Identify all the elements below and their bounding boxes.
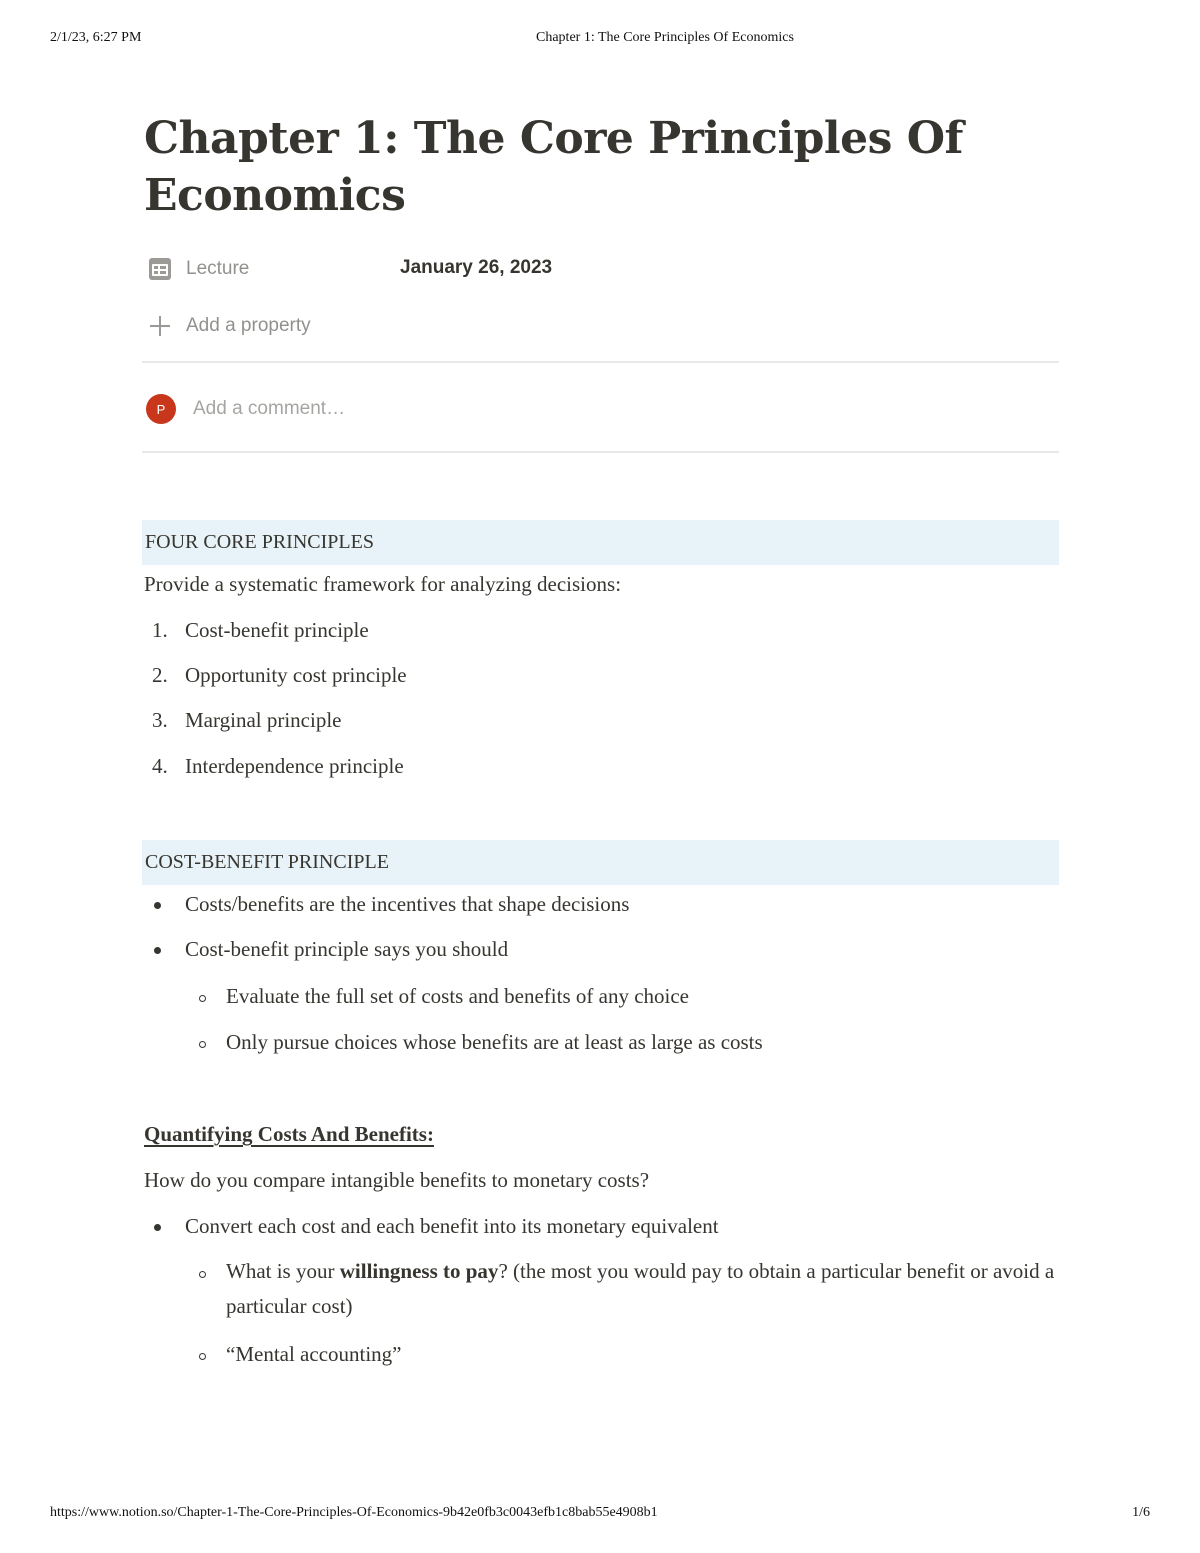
list-item-text: Evaluate the full set of costs and benefits of any choice bbox=[226, 984, 690, 1008]
paragraph: Provide a systematic framework for analyzing decisions: bbox=[144, 572, 622, 596]
print-page-indicator: 1/6 bbox=[1132, 1505, 1150, 1520]
list-number: 3. bbox=[152, 708, 168, 732]
print-header bbox=[50, 30, 1150, 50]
property-label: Lecture bbox=[186, 258, 250, 279]
avatar: P bbox=[146, 394, 176, 424]
divider bbox=[142, 361, 1059, 363]
list-item-text: Opportunity cost principle bbox=[185, 663, 407, 687]
list-item-text: Marginal principle bbox=[185, 708, 342, 732]
print-footer bbox=[50, 1505, 1150, 1525]
paragraph: How do you compare intangible benefits to monetary costs? bbox=[144, 1168, 650, 1192]
list-item-text: Cost-benefit principle bbox=[185, 618, 369, 642]
list-item-text: Interdependence principle bbox=[185, 754, 404, 778]
wtp-prefix: What is your bbox=[226, 1259, 340, 1283]
wtp-bold: willingness to pay bbox=[339, 1259, 499, 1283]
list-item-text: Only pursue choices whose benefits are at least as large as costs bbox=[226, 1030, 763, 1054]
add-property-button[interactable] bbox=[148, 311, 311, 341]
comment-box[interactable] bbox=[146, 394, 345, 424]
section-heading-cost-benefit: COST-BENEFIT PRINCIPLE bbox=[142, 840, 1059, 885]
print-datetime: 2/1/23, 6:27 PM bbox=[50, 30, 142, 45]
list-item-text: Costs/benefits are the incentives that shape decisions bbox=[185, 892, 630, 916]
print-doc-title: Chapter 1: The Core Principles Of Economics bbox=[536, 30, 794, 45]
list-item-text bbox=[226, 1254, 1056, 1324]
plus-icon bbox=[148, 314, 172, 338]
comment-input[interactable]: Add a comment… bbox=[193, 398, 346, 419]
hollow-bullet-icon bbox=[199, 995, 206, 1002]
list-item-text: “Mental accounting” bbox=[226, 1342, 402, 1366]
property-value[interactable]: January 26, 2023 bbox=[400, 257, 553, 278]
list-item-text: Convert each cost and each benefit into its monetary equivalent bbox=[185, 1214, 719, 1238]
calendar-icon bbox=[148, 257, 172, 281]
bullet-icon bbox=[154, 1224, 161, 1231]
page-title[interactable]: Chapter 1: The Core Principles Of Economics bbox=[144, 113, 963, 221]
list-number: 2. bbox=[152, 663, 168, 687]
hollow-bullet-icon bbox=[199, 1353, 206, 1360]
bullet-icon bbox=[154, 902, 161, 909]
section-heading-core-principles: FOUR CORE PRINCIPLES bbox=[142, 520, 1059, 565]
subheading-quantifying: Quantifying Costs And Benefits: bbox=[144, 1122, 434, 1146]
list-number: 4. bbox=[152, 754, 168, 778]
print-url: https://www.notion.so/Chapter-1-The-Core-Principles-Of-Economics-9b42e0fb3c0043efb1c8bab55e4908b1 bbox=[50, 1505, 658, 1520]
add-property-label: Add a property bbox=[186, 315, 311, 336]
bullet-icon bbox=[154, 947, 161, 954]
wtp-suffix: ? (the most you would pay to obtain a particular benefit or avoid a particular cost) bbox=[226, 1259, 1055, 1318]
divider bbox=[142, 451, 1059, 453]
list-item-text: Cost-benefit principle says you should bbox=[185, 937, 509, 961]
property-lecture[interactable] bbox=[148, 254, 553, 284]
list-number: 1. bbox=[152, 618, 168, 642]
hollow-bullet-icon bbox=[199, 1271, 206, 1278]
hollow-bullet-icon bbox=[199, 1041, 206, 1048]
